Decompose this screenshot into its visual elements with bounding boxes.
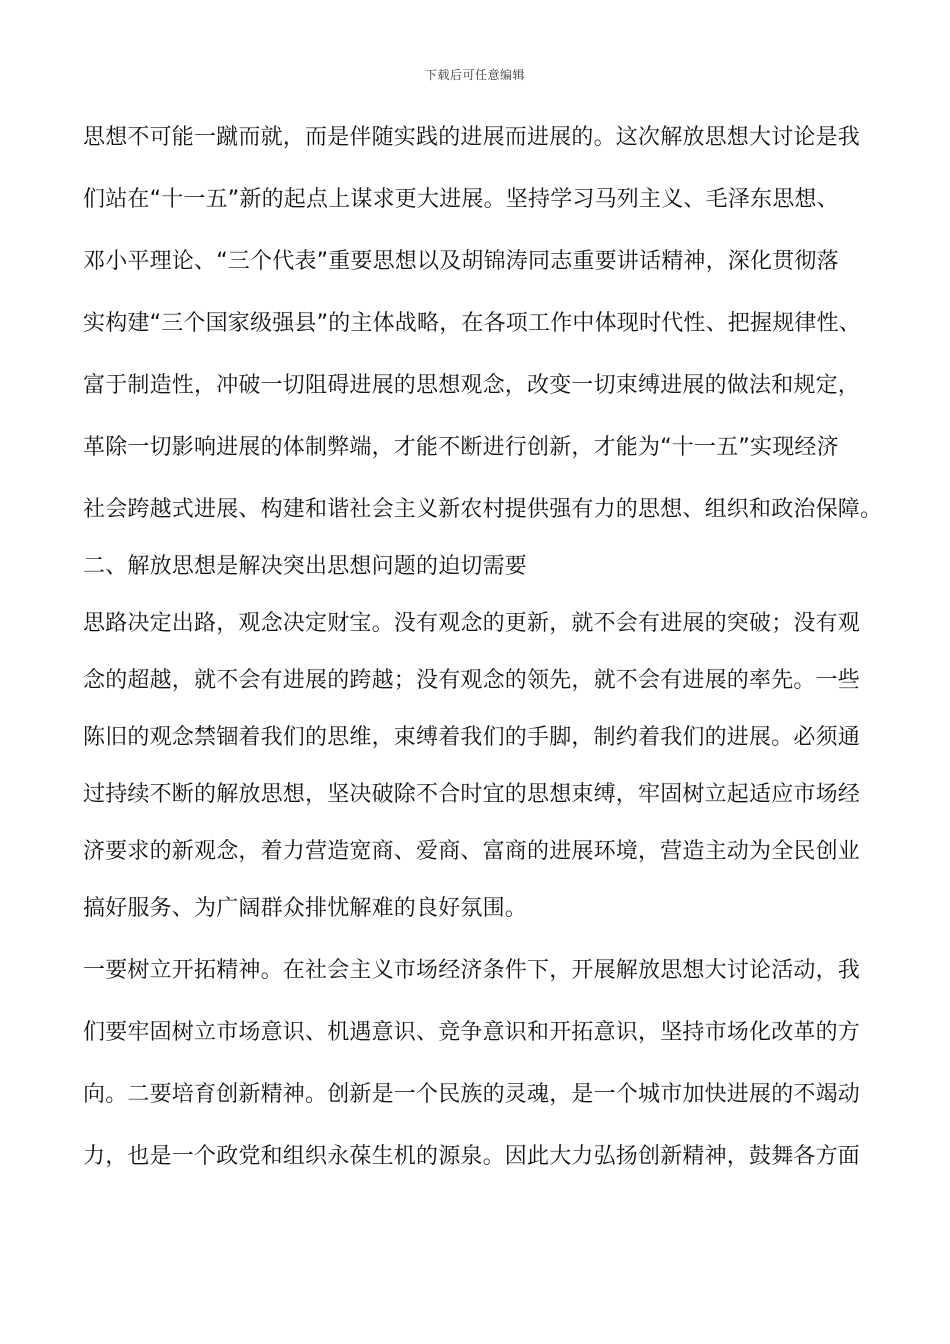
page-header: 下载后可任意编辑 <box>424 68 525 82</box>
text-line: 富于制造性，冲破一切阻碍进展的思想观念，改变一切束缚进展的做法和规定， <box>83 373 861 398</box>
text-line: 济要求的新观念，着力营造宽商、爱商、富商的进展环境，营造主动为全民创业 <box>83 839 861 864</box>
text-line: 力，也是一个政党和组织永葆生机的源泉。因此大力弘扬创新精神，鼓舞各方面 <box>83 1144 861 1169</box>
text-line: 们站在“十一五”新的起点上谋求更大进展。坚持学习马列主义、毛泽东思想、 <box>83 187 839 212</box>
text-line: 社会跨越式进展、构建和谐社会主义新农村提供强有力的思想、组织和政治保障。 <box>83 497 883 522</box>
text-line: 思想不可能一蹴而就，而是伴随实践的进展而进展的。这次解放思想大讨论是我 <box>83 125 861 150</box>
text-line: 实构建“三个国家级强县”的主体战略，在各项工作中体现时代性、把握规律性、 <box>83 311 861 336</box>
document-body <box>83 116 883 1197</box>
text-line: 一要树立开拓精神。在社会主义市场经济条件下，开展解放思想大讨论活动，我 <box>83 958 861 983</box>
text-line: 革除一切影响进展的体制弊端，才能不断进行创新，才能为“十一五”实现经济 <box>83 435 839 460</box>
text-line: 们要牢固树立市场意识、机遇意识、竞争意识和开拓意识，坚持市场化改革的方 <box>83 1020 861 1045</box>
text-line: 向。二要培育创新精神。创新是一个民族的灵魂，是一个城市加快进展的不竭动 <box>83 1082 861 1107</box>
text-line: 过持续不断的解放思想，坚决破除不合时宜的思想束缚，牢固树立起适应市场经 <box>83 782 861 807</box>
text-line: 念的超越，就不会有进展的跨越；没有观念的领先，就不会有进展的率先。一些 <box>83 668 861 693</box>
section-heading: 二、解放思想是解决突出思想问题的迫切需要 <box>83 554 528 579</box>
text-line: 思路决定出路，观念决定财宝。没有观念的更新，就不会有进展的突破；没有观 <box>83 611 861 636</box>
text-line: 邓小平理论、“三个代表”重要思想以及胡锦涛同志重要讲话精神，深化贯彻落 <box>83 249 839 274</box>
text-line: 搞好服务、为广阔群众排忧解难的良好氛围。 <box>83 896 528 921</box>
text-line: 陈旧的观念禁锢着我们的思维，束缚着我们的手脚，制约着我们的进展。必须通 <box>83 725 861 750</box>
